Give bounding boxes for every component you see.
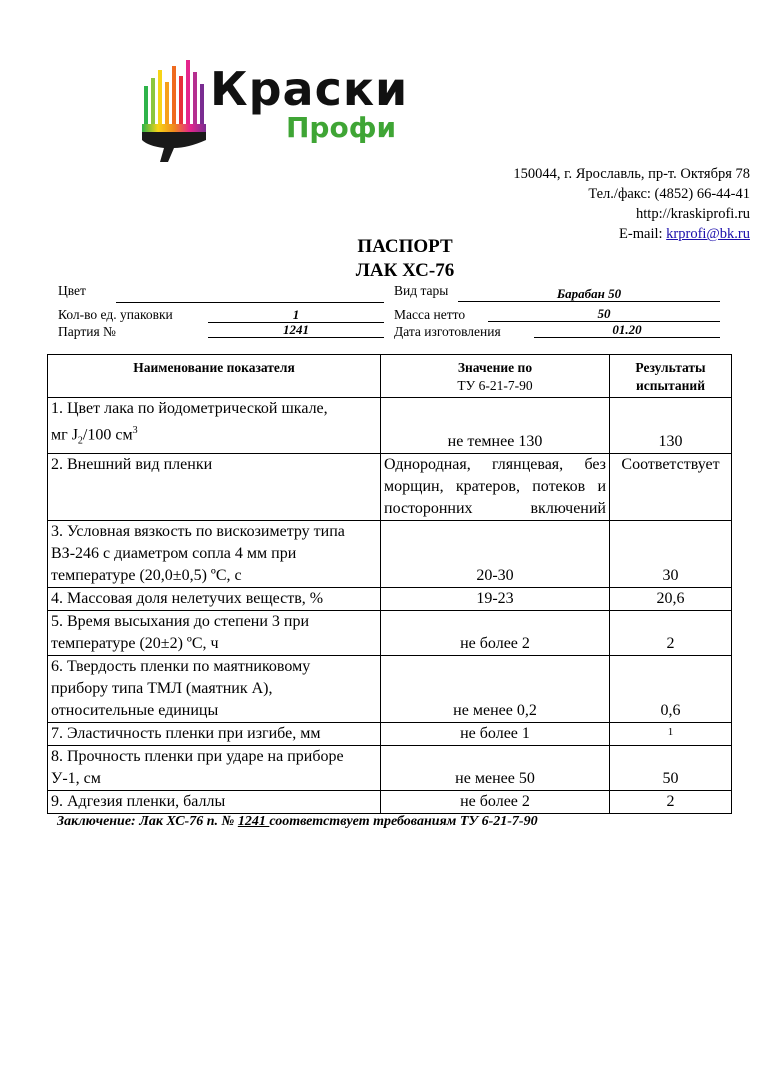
table-header-row xyxy=(48,355,732,398)
row-spec: не менее 50 xyxy=(381,745,610,790)
address-line: 150044, г. Ярославль, пр-т. Октября 78 xyxy=(513,166,750,182)
row-name-line: температуре (20,0±0,5) ºС, с xyxy=(51,566,242,584)
header-spec-line2: ТУ 6-21-7-90 xyxy=(457,378,533,393)
conclusion xyxy=(57,814,538,830)
subscript: 2 xyxy=(77,435,83,447)
row-name xyxy=(48,398,381,454)
row-result: 2 xyxy=(610,790,732,813)
row-name: 9. Адгезия пленки, баллы xyxy=(48,790,381,813)
table-row xyxy=(48,398,732,454)
row-name-line: температуре (20±2) ºС, ч xyxy=(51,634,219,652)
header-results-line2: испытаний xyxy=(636,378,705,393)
row-spec: не более 1 xyxy=(381,722,610,745)
row-name-line: 5. Время высыхания до степени 3 при xyxy=(51,612,310,630)
email-label: E-mail: xyxy=(619,226,667,242)
mfg-date-value: 01.20 xyxy=(534,322,720,338)
row-spec-line: посторонних включений xyxy=(384,499,606,517)
row-name-line: У-1, см xyxy=(51,769,101,787)
header-results-line1: Результаты xyxy=(635,360,706,375)
container-label: Вид тары xyxy=(394,283,449,298)
row-name-line: ВЗ-246 с диаметром сопла 4 мм при xyxy=(51,544,297,562)
net-mass-value: 50 xyxy=(488,306,720,322)
row-spec-line: морщин, кратеров, потеков и xyxy=(384,477,606,495)
row-name xyxy=(48,655,381,722)
table-row xyxy=(48,745,732,790)
row-result: Соответствует xyxy=(610,453,732,520)
table-row xyxy=(48,610,732,655)
conclusion-suffix: соответствует требованиям ТУ 6-21-7-90 xyxy=(269,814,538,829)
row-name-line: 8. Прочность пленки при ударе на приборе xyxy=(51,747,344,765)
product-title: ЛАК ХС-76 xyxy=(355,260,455,281)
units-label: Кол-во ед. упаковки xyxy=(58,307,173,322)
row-result: 130 xyxy=(610,398,732,454)
logo-wordmark-bottom: Профи xyxy=(286,111,397,144)
header-spec xyxy=(381,355,610,398)
row-result: 50 xyxy=(610,745,732,790)
row-result: 0,6 xyxy=(610,655,732,722)
table-row xyxy=(48,453,732,520)
row-result: 20,6 xyxy=(610,587,732,610)
mfg-date-label: Дата изготовления xyxy=(394,324,501,339)
header-spec-line1: Значение по xyxy=(457,360,533,375)
row-name-line: прибору типа ТМЛ (маятник А), xyxy=(51,679,273,697)
email-link[interactable]: krprofi@bk.ru xyxy=(666,226,750,242)
table-row xyxy=(48,790,732,813)
color-label: Цвет xyxy=(58,283,86,298)
batch-label: Партия № xyxy=(58,324,116,339)
superscript: 3 xyxy=(132,425,138,436)
row-name xyxy=(48,610,381,655)
row-name-line: 6. Твердость пленки по маятниковому xyxy=(51,657,311,675)
company-address xyxy=(513,164,750,244)
table-row xyxy=(48,655,732,722)
row-spec: 20-30 xyxy=(381,520,610,587)
company-logo xyxy=(128,58,409,168)
table-row xyxy=(48,520,732,587)
table-row xyxy=(48,587,732,610)
row-spec: не более 2 xyxy=(381,790,610,813)
website-line: http://kraskiprofi.ru xyxy=(636,206,750,222)
header-results xyxy=(610,355,732,398)
row-spec-line: Однородная, глянцевая, без xyxy=(384,455,606,473)
row-spec: не менее 0,2 xyxy=(381,655,610,722)
row-spec: 19-23 xyxy=(381,587,610,610)
passport-fields xyxy=(58,282,723,342)
row-name xyxy=(48,520,381,587)
row-name-line: мг J xyxy=(51,426,78,444)
row-result: 2 xyxy=(610,610,732,655)
document-title: ПАСПОРТ xyxy=(357,236,453,257)
row-result: 1 xyxy=(610,722,732,745)
specification-table xyxy=(47,354,732,814)
row-name xyxy=(48,745,381,790)
row-name-line: 3. Условная вязкость по вискозиметру типа xyxy=(51,522,345,540)
row-spec: не более 2 xyxy=(381,610,610,655)
row-spec xyxy=(381,453,610,520)
conclusion-batch: 1241 xyxy=(237,814,270,829)
table-row xyxy=(48,722,732,745)
logo-wordmark-top: Краски xyxy=(210,62,409,116)
phone-line: Тел./факс: (4852) 66-44-41 xyxy=(588,186,750,202)
row-name-line: относительные единицы xyxy=(51,701,219,719)
batch-value: 1241 xyxy=(208,322,384,338)
color-value xyxy=(116,287,384,303)
container-value: Барабан 50 xyxy=(458,286,720,302)
row-spec: не темнее 130 xyxy=(381,398,610,454)
paint-brush-icon xyxy=(128,58,218,168)
units-value: 1 xyxy=(208,307,384,323)
net-mass-label: Масса нетто xyxy=(394,307,466,322)
row-name-line: 1. Цвет лака по йодометрической шкале, xyxy=(51,400,328,417)
row-name-line: /100 см xyxy=(82,426,133,444)
header-indicator: Наименование показателя xyxy=(48,355,381,398)
conclusion-prefix: Заключение: Лак ХС-76 п. № xyxy=(57,814,238,829)
row-result: 30 xyxy=(610,520,732,587)
row-name: 4. Массовая доля нелетучих веществ, % xyxy=(48,587,381,610)
row-name: 2. Внешний вид пленки xyxy=(48,453,381,520)
row-name: 7. Эластичность пленки при изгибе, мм xyxy=(48,722,381,745)
